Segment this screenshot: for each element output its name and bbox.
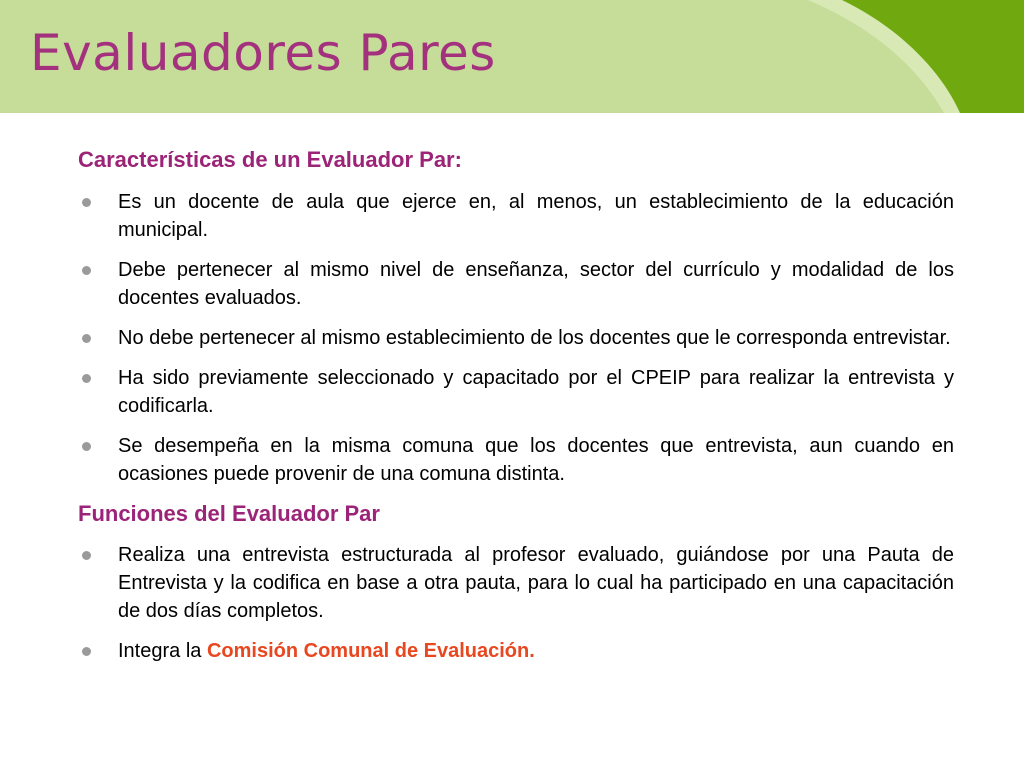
bullet-icon — [82, 334, 91, 343]
characteristics-list — [78, 188, 954, 488]
bullet-icon — [82, 266, 91, 275]
title-banner — [0, 0, 1024, 113]
slide-title: Evaluadores Pares — [30, 24, 496, 82]
bullet-icon — [82, 647, 91, 656]
highlighted-term: Comisión Comunal de Evaluación. — [206, 640, 535, 662]
characteristics-heading: Características de un Evaluador Par: — [78, 147, 462, 172]
list-item-text: Realiza una entrevista estructurada al profesor evaluado, guiándose por una Pauta de Entrevista y la codifica en base a otra pauta, para lo cual ha participado en una capacitación de dos días completos. — [118, 544, 954, 622]
list-item-text: Se desempeña en la misma comuna que los docentes que entrevista, aun cuando en ocasiones puede provenir de una comuna distinta. — [118, 434, 954, 485]
list-item-text: Debe pertenecer al mismo nivel de enseñanza, sector del currículo y modalidad de los docentes evaluados. — [118, 258, 954, 309]
list-item — [78, 324, 954, 352]
list-item-text: Es un docente de aula que ejerce en, al menos, un establecimiento de la educación municipal. — [118, 190, 954, 241]
list-item — [78, 256, 954, 312]
functions-heading: Funciones del Evaluador Par — [78, 500, 380, 526]
slide-content — [78, 146, 954, 677]
list-item — [78, 637, 954, 665]
functions-list — [78, 541, 954, 665]
bullet-icon — [82, 442, 91, 451]
bullet-icon — [82, 198, 91, 207]
list-item-prefix: Integra la — [118, 640, 207, 662]
list-item-text: No debe pertenecer al mismo establecimiento de los docentes que le corresponda entrevistar. — [118, 326, 951, 349]
bullet-icon — [82, 374, 91, 383]
list-item — [78, 541, 954, 625]
list-item — [78, 432, 954, 488]
list-item-text: Ha sido previamente seleccionado y capacitado por el CPEIP para realizar la entrevista y codificarla. — [118, 366, 954, 417]
list-item — [78, 364, 954, 420]
bullet-icon — [82, 551, 91, 560]
list-item — [78, 188, 954, 244]
